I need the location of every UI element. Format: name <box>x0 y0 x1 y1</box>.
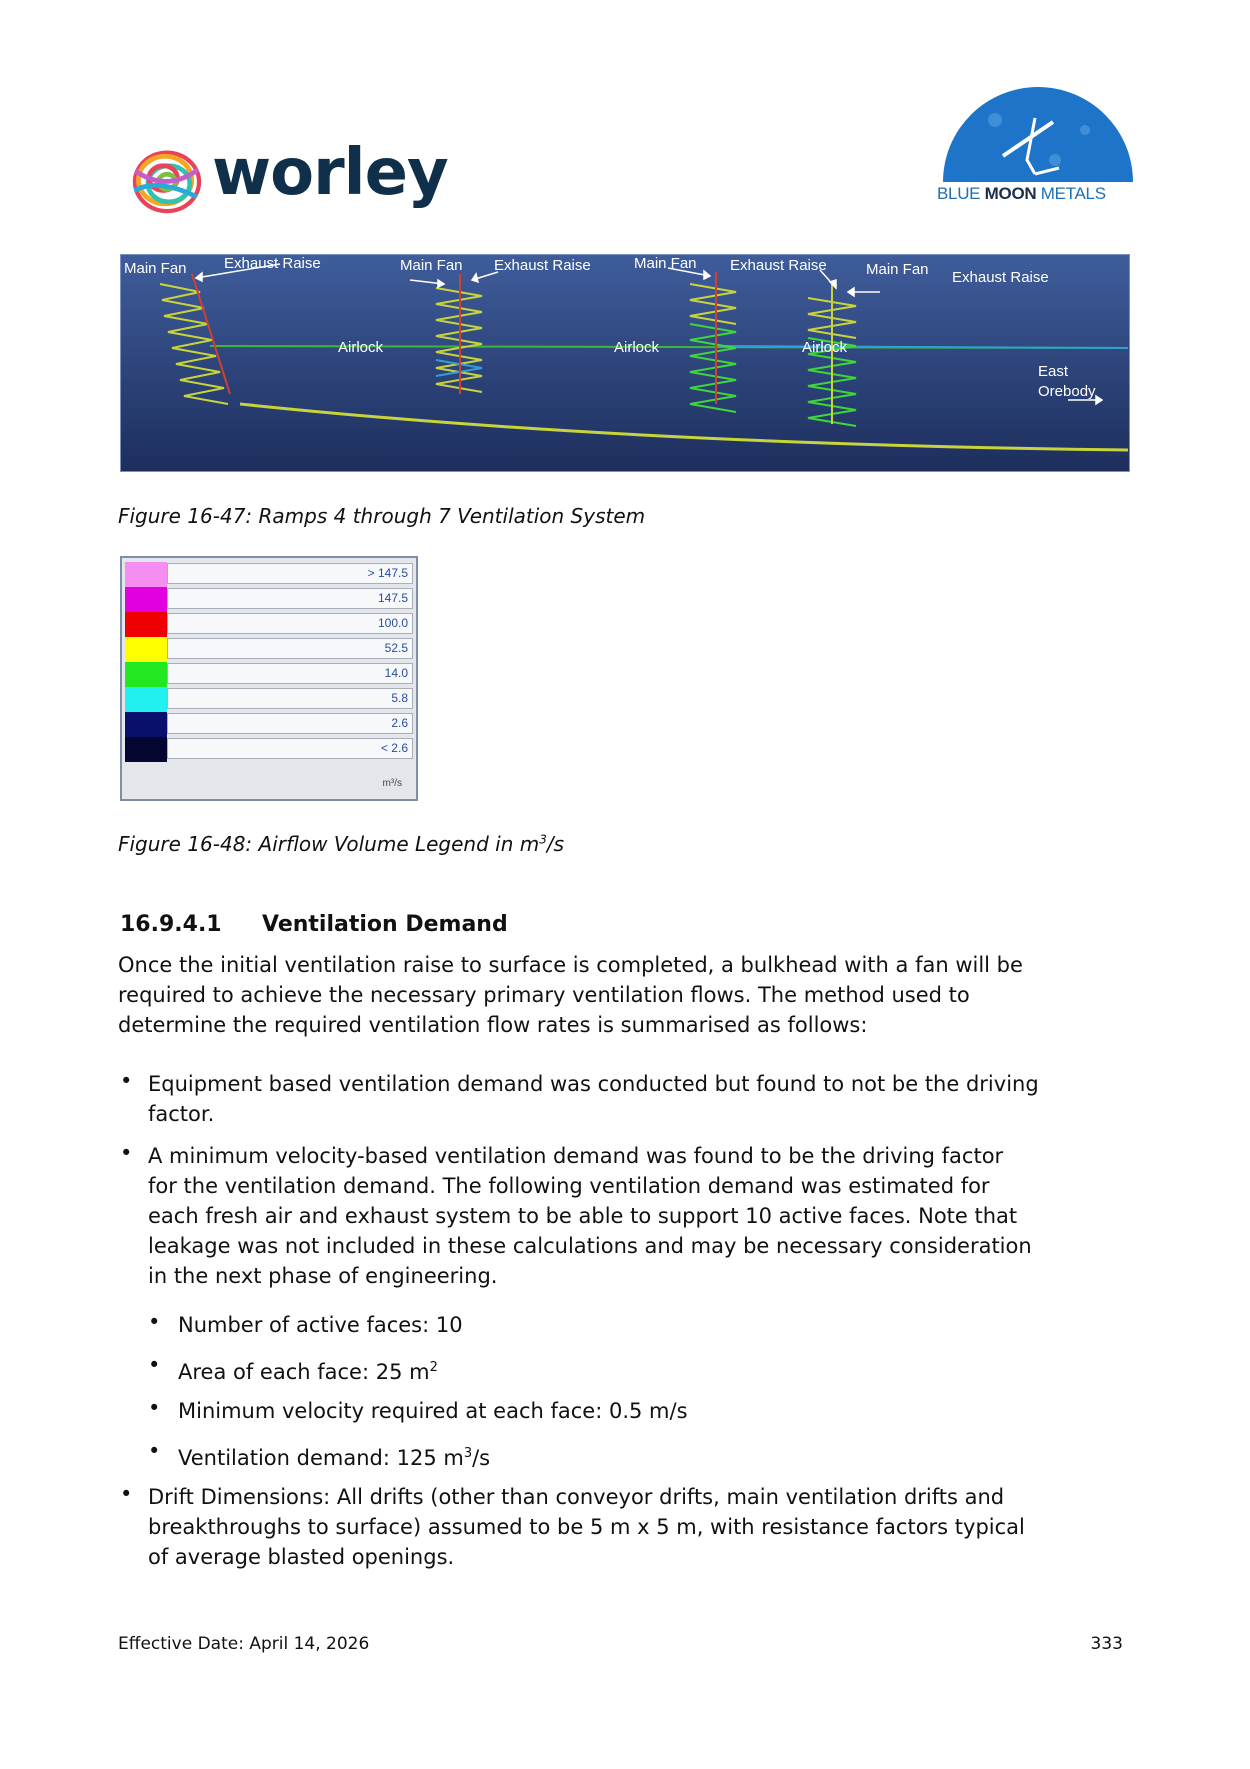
label-east: East <box>1038 363 1069 380</box>
legend-value: 52.5 <box>167 638 413 659</box>
legend-row <box>125 612 415 637</box>
legend-value: < 2.6 <box>167 738 413 759</box>
legend-value: 147.5 <box>167 588 413 609</box>
moon-icon <box>935 82 1140 182</box>
legend-swatch <box>125 737 167 762</box>
legend-swatch <box>125 712 167 737</box>
label-exhaust-raise-4: Exhaust Raise <box>952 269 1049 286</box>
legend-swatch <box>125 562 167 587</box>
worley-swirl-icon <box>128 142 206 218</box>
label-airlock-3: Airlock <box>802 339 848 356</box>
legend-value: > 147.5 <box>167 563 413 584</box>
worley-wordmark: worley <box>212 136 448 210</box>
legend-value: 2.6 <box>167 713 413 734</box>
bullet-dot: • <box>120 1141 133 1165</box>
sub-bullet-active-faces: Number of active faces: 10 <box>178 1313 463 1337</box>
section-title: Ventilation Demand <box>262 912 508 937</box>
worley-logo <box>128 136 458 220</box>
section-heading <box>120 912 508 937</box>
label-exhaust-raise-1: Exhaust Raise <box>224 255 321 272</box>
legend-row <box>125 562 415 587</box>
label-airlock-1: Airlock <box>338 339 384 356</box>
legend-row <box>125 587 415 612</box>
legend-swatch <box>125 662 167 687</box>
bullet-equipment: Equipment based ventilation demand was conducted but found to not be the driving factor. <box>148 1072 1039 1126</box>
figure-16-47-caption: Figure 16-47: Ramps 4 through 7 Ventilation System <box>118 504 646 528</box>
sub-bullet-ventilation-demand: Ventilation demand: 125 $m^3/s$ <box>178 1446 491 1470</box>
label-airlock-2: Airlock <box>614 339 660 356</box>
legend-row <box>125 712 415 737</box>
legend-value: 5.8 <box>167 688 413 709</box>
label-main-fan-4: Main Fan <box>866 261 929 278</box>
label-orebody: Orebody <box>1038 383 1096 400</box>
label-exhaust-raise-2: Exhaust Raise <box>494 257 591 274</box>
footer-effective-date: Effective Date: April 14, 2026 <box>118 1634 370 1654</box>
bullet-velocity: A minimum velocity-based ventilation demand was found to be the driving factor for the ventilation demand. The following ventilation demand was estimated for each fresh air and exhaust system to be able to support 10 active faces. Note that leakage was not included in these calculations and may be necessary consideration in the next phase of engineering. <box>148 1144 1032 1288</box>
legend-row <box>125 637 415 662</box>
bullet-dot: • <box>148 1439 161 1463</box>
sub-bullet-min-velocity: Minimum velocity required at each face: 0.5 m/s <box>178 1399 688 1423</box>
ventilation-system-figure <box>120 254 1130 472</box>
bullet-dot: • <box>148 1353 161 1377</box>
footer-page-number: 333 <box>1090 1634 1123 1654</box>
sub-bullet-face-area: Area of each face: 25 $m^2$ <box>178 1360 438 1384</box>
intro-paragraph: Once the initial ventilation raise to surface is completed, a bulkhead with a fan will be required to achieve the necessary primary ventilation flows. The method used to determine the required ventilation flow rates is summarised as follows: <box>118 953 1023 1037</box>
label-main-fan-1: Main Fan <box>124 260 187 277</box>
legend-row <box>125 687 415 712</box>
label-main-fan-3: Main Fan <box>634 255 697 272</box>
label-main-fan-2: Main Fan <box>400 257 463 274</box>
legend-swatch <box>125 687 167 712</box>
legend-swatch <box>125 612 167 637</box>
legend-unit: m³/s <box>382 778 402 789</box>
legend-value: 14.0 <box>167 663 413 684</box>
bullet-drift-dimensions: Drift Dimensions: All drifts (other than conveyor drifts, main ventilation drifts and breakthroughs to surface) assumed to be 5 m x 5 m, with resistance factors typical of average blasted openings. <box>148 1485 1025 1569</box>
bullet-dot: • <box>148 1396 161 1420</box>
bullet-dot: • <box>148 1310 161 1334</box>
blue-moon-metals-logo <box>935 82 1140 207</box>
label-exhaust-raise-3: Exhaust Raise <box>730 257 827 274</box>
section-number: 16.9.4.1 <box>120 912 222 937</box>
legend-swatch <box>125 637 167 662</box>
legend-row <box>125 737 415 762</box>
legend-swatch <box>125 587 167 612</box>
bmm-wordmark: BLUE MOON METALS <box>937 184 1106 203</box>
bullet-dot: • <box>120 1069 133 1093</box>
legend-value: 100.0 <box>167 613 413 634</box>
figure-16-48-caption: Figure 16-48: Airflow Volume Legend in $m^3/s$ <box>118 832 565 856</box>
legend-row <box>125 662 415 687</box>
airflow-volume-legend <box>120 556 418 801</box>
bullet-dot: • <box>120 1482 133 1506</box>
